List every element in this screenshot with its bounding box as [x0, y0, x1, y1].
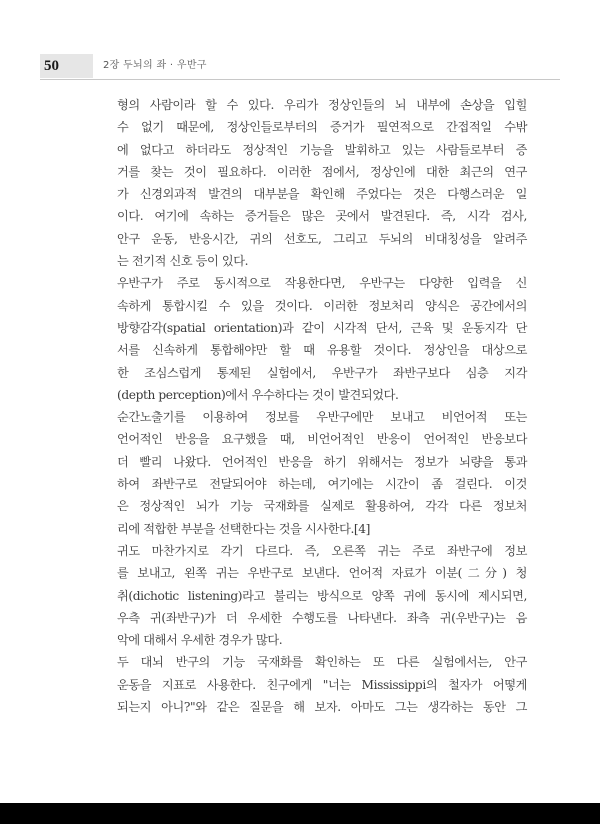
text-line: 악에 대해서 우세한 경우가 많다. [117, 633, 283, 648]
text-line: 이다. 여기에 속하는 증거들은 많은 곳에서 발견된다. 즉, 시각 검사, [117, 209, 527, 224]
text-line: 귀도 마찬가지로 각기 다르다. 즉, 오른쪽 귀는 주로 좌반구에 정보 [117, 543, 527, 558]
text-line: 를 보내고, 왼쪽 귀는 우반구로 보낸다. 언어적 자료가 이분(二分) 청 [117, 566, 527, 581]
text-line: 속하게 통합시킬 수 있을 것이다. 이러한 정보처리 양식은 공간에서의 [117, 298, 527, 313]
text-line: 에 없다고 하더라도 정상적인 기능을 발휘하고 있는 사람들로부터 증 [117, 142, 527, 157]
text-line: 가 신경외과적 발견의 대부분을 확인해 주었다는 것은 다행스러운 일 [117, 187, 527, 202]
text-line: 거를 찾는 것이 필요하다. 이러한 점에서, 정상인에 대한 최근의 연구 [117, 164, 527, 179]
text-line: 은 정상적인 뇌가 기능 국재화를 실제로 활용하여, 각각 다른 정보처 [117, 499, 527, 514]
text-line: 운동을 지표로 사용한다. 친구에게 "너는 Mississippi의 철자가 어떻게 [117, 677, 527, 692]
text-line: 리에 적합한 부분을 선택한다는 것을 시사한다.[4] [117, 521, 370, 536]
text-line: (depth perception)에서 우수하다는 것이 발견되었다. [117, 387, 399, 402]
text-line: 순간노출기를 이용하여 정보를 우반구에만 보내고 비언어적 또는 [117, 410, 527, 425]
page-number: 50 [44, 58, 59, 74]
text-line: 두 대뇌 반구의 기능 국재화를 확인하는 또 다른 실험에서는, 안구 [117, 655, 527, 670]
text-line: 는 전기적 신호 등이 있다. [117, 254, 249, 269]
header-divider [40, 79, 560, 80]
page-bottom-bar [0, 803, 600, 824]
text-line: 방향감각(spatial orientation)과 같이 시각적 단서, 근육 및 운동지각 단 [117, 320, 527, 335]
running-chapter-title: 2장 두뇌의 좌 · 우반구 [103, 60, 207, 71]
text-line: 한 조심스럽게 통제된 실험에서, 우반구가 좌반구보다 심층 지각 [117, 365, 527, 380]
text-line: 수 없기 때문에, 정상인들로부터의 증거가 필연적으로 간접적일 수밖 [117, 120, 527, 135]
text-line: 형의 사람이라 할 수 있다. 우리가 정상인들의 뇌 내부에 손상을 입힐 [117, 98, 527, 112]
text-line: 취(dichotic listening)라고 불리는 방식으로 양쪽 귀에 동시에 제시되면, [117, 588, 527, 603]
text-line: 언어적인 반응을 요구했을 때, 비언어적인 반응이 언어적인 반응보다 [117, 432, 527, 447]
body-text [117, 94, 527, 718]
text-line: 더 빨리 나왔다. 언어적인 반응을 하기 위해서는 정보가 뇌량을 통과 [117, 454, 527, 469]
text-line: 되는지 아니?"와 같은 질문을 해 보자. 아마도 그는 생각하는 동안 그 [117, 700, 527, 715]
text-line: 우반구가 주로 동시적으로 작용한다면, 우반구는 다양한 입력을 신 [117, 276, 527, 291]
text-line: 서를 신속하게 통합해야만 할 때 유용할 것이다. 정상인을 대상으로 [117, 343, 527, 358]
text-line: 우측 귀(좌반구)가 더 우세한 수행도를 나타낸다. 좌측 귀(우반구)는 음 [117, 610, 527, 625]
text-line: 하여 좌반구로 전달되어야 하는데, 여기에는 시간이 좀 걸린다. 이것 [117, 477, 527, 492]
page-header [0, 0, 600, 86]
text-line: 안구 운동, 반응시간, 귀의 선호도, 그리고 두뇌의 비대칭성을 알려주 [117, 231, 527, 246]
